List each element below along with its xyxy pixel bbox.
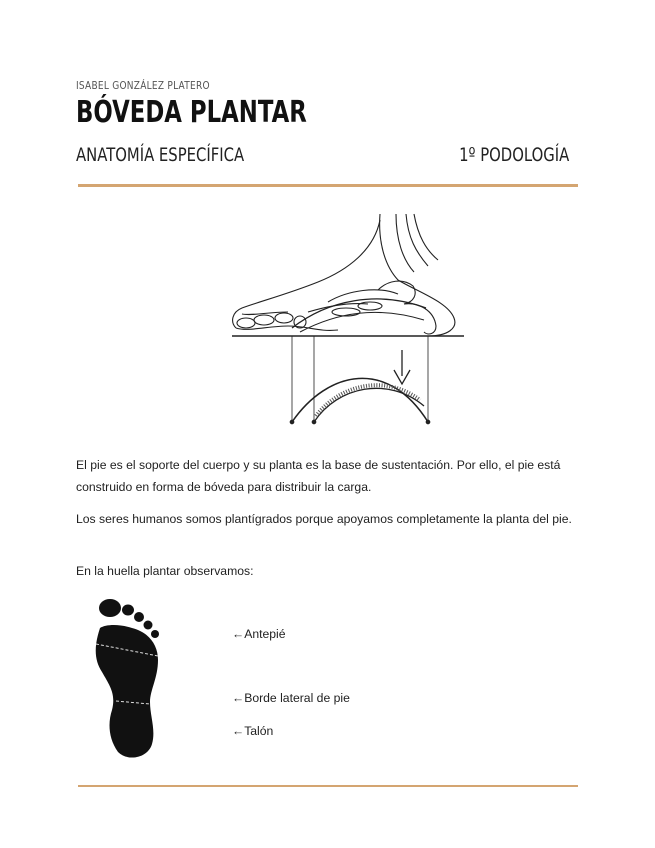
header-divider (78, 184, 578, 187)
page-title: BÓVEDA PLANTAR (76, 95, 307, 130)
course-year: 1º PODOLOGÍA (458, 144, 569, 166)
paragraph-footprint-intro: En la huella plantar observamos: (76, 564, 254, 578)
foot-arch-diagram-icon (228, 210, 468, 432)
label-heel: ←Talón (232, 724, 274, 738)
course-topic: ANATOMÍA ESPECÍFICA (76, 144, 245, 166)
label-lateral-border: ←Borde lateral de pie (232, 691, 350, 705)
paragraph-support: El pie es el soporte del cuerpo y su planta es la base de sustentación. Por ello, el pie está construido en forma de bóveda para distribuir la carga. (76, 458, 561, 494)
label-forefoot: ←Antepié (232, 627, 286, 641)
paragraph-plantigrade: Los seres humanos somos plantígrados porque apoyamos completamente la planta del pie. (76, 512, 572, 526)
footprint-icon (92, 598, 164, 760)
footer-divider (78, 785, 578, 787)
author-name: ISABEL GONZÁLEZ PLATERO (76, 79, 210, 92)
